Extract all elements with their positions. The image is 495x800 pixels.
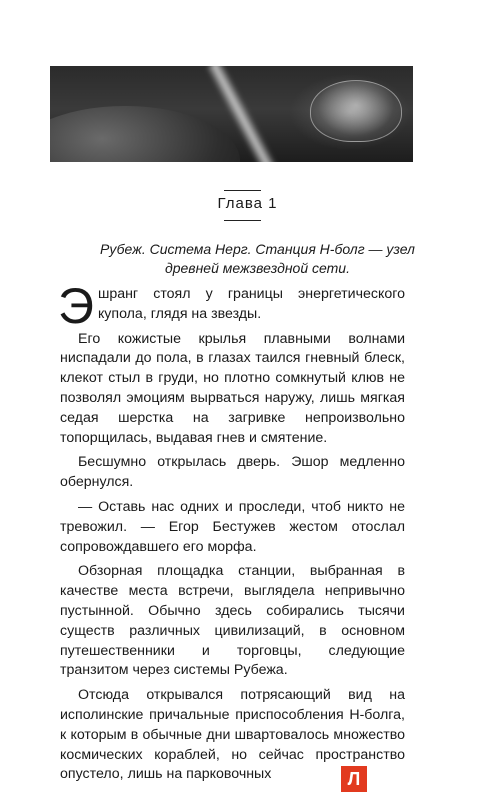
station-dome-shape xyxy=(310,80,402,142)
paragraph-1 xyxy=(58,278,405,334)
paragraph-1-text: шранг стоял у границы энергетического купола, глядя на звезды. xyxy=(97,286,405,322)
epigraph xyxy=(60,240,455,278)
chapter-header-illustration xyxy=(50,66,413,162)
paragraph-3: Бесшумно открылась дверь. Эшор медленно обернулся. xyxy=(60,454,405,491)
chapter-body xyxy=(58,278,405,790)
publisher-logo xyxy=(341,766,367,792)
paragraph-4: — Оставь нас одних и проследи, чтоб никто не тревожил. — Егор Бестужев жестом отослал сопровождавшего его морфа. xyxy=(60,498,405,555)
epigraph-line-1: Рубеж. Система Нерг. Станция Н-болг — узел xyxy=(100,241,415,257)
epigraph-line-2: древней межзвездной сети. xyxy=(164,260,350,276)
chapter-title: Глава 1 xyxy=(217,195,278,212)
chapter-rule-top xyxy=(224,190,261,191)
planet-shape xyxy=(50,106,240,162)
paragraph-6: Отсюда открывался потрясающий вид на исполинские причальные приспособления Н-болга, к которым в обычные дни швартовалось множество космических кораблей, но сейчас пространство опустело, лишь на парковочных xyxy=(60,687,405,783)
drop-cap: Э xyxy=(58,278,94,334)
paragraph-5: Обзорная площадка станции, выбранная в качестве места встречи, выглядела непривычно пустынной. Обычно здесь собирались тысячи существ различных цивилизаций, в основном путешественники и торговцы, следующие транзитом через системы Рубежа. xyxy=(60,563,405,679)
paragraph-2: Его кожистые крылья плавными волнами ниспадали до пола, в глазах таился гневный блеск, клекот стыл в груди, но плотно сомкнутый клюв не позволял эмоциям вырваться наружу, лишь мягкая седая шерстка на загривке непроизвольно топорщилась, выдавая гнев и смятение. xyxy=(60,330,405,446)
publisher-logo-letter: Л xyxy=(347,768,361,789)
chapter-rule-bottom xyxy=(224,220,261,221)
